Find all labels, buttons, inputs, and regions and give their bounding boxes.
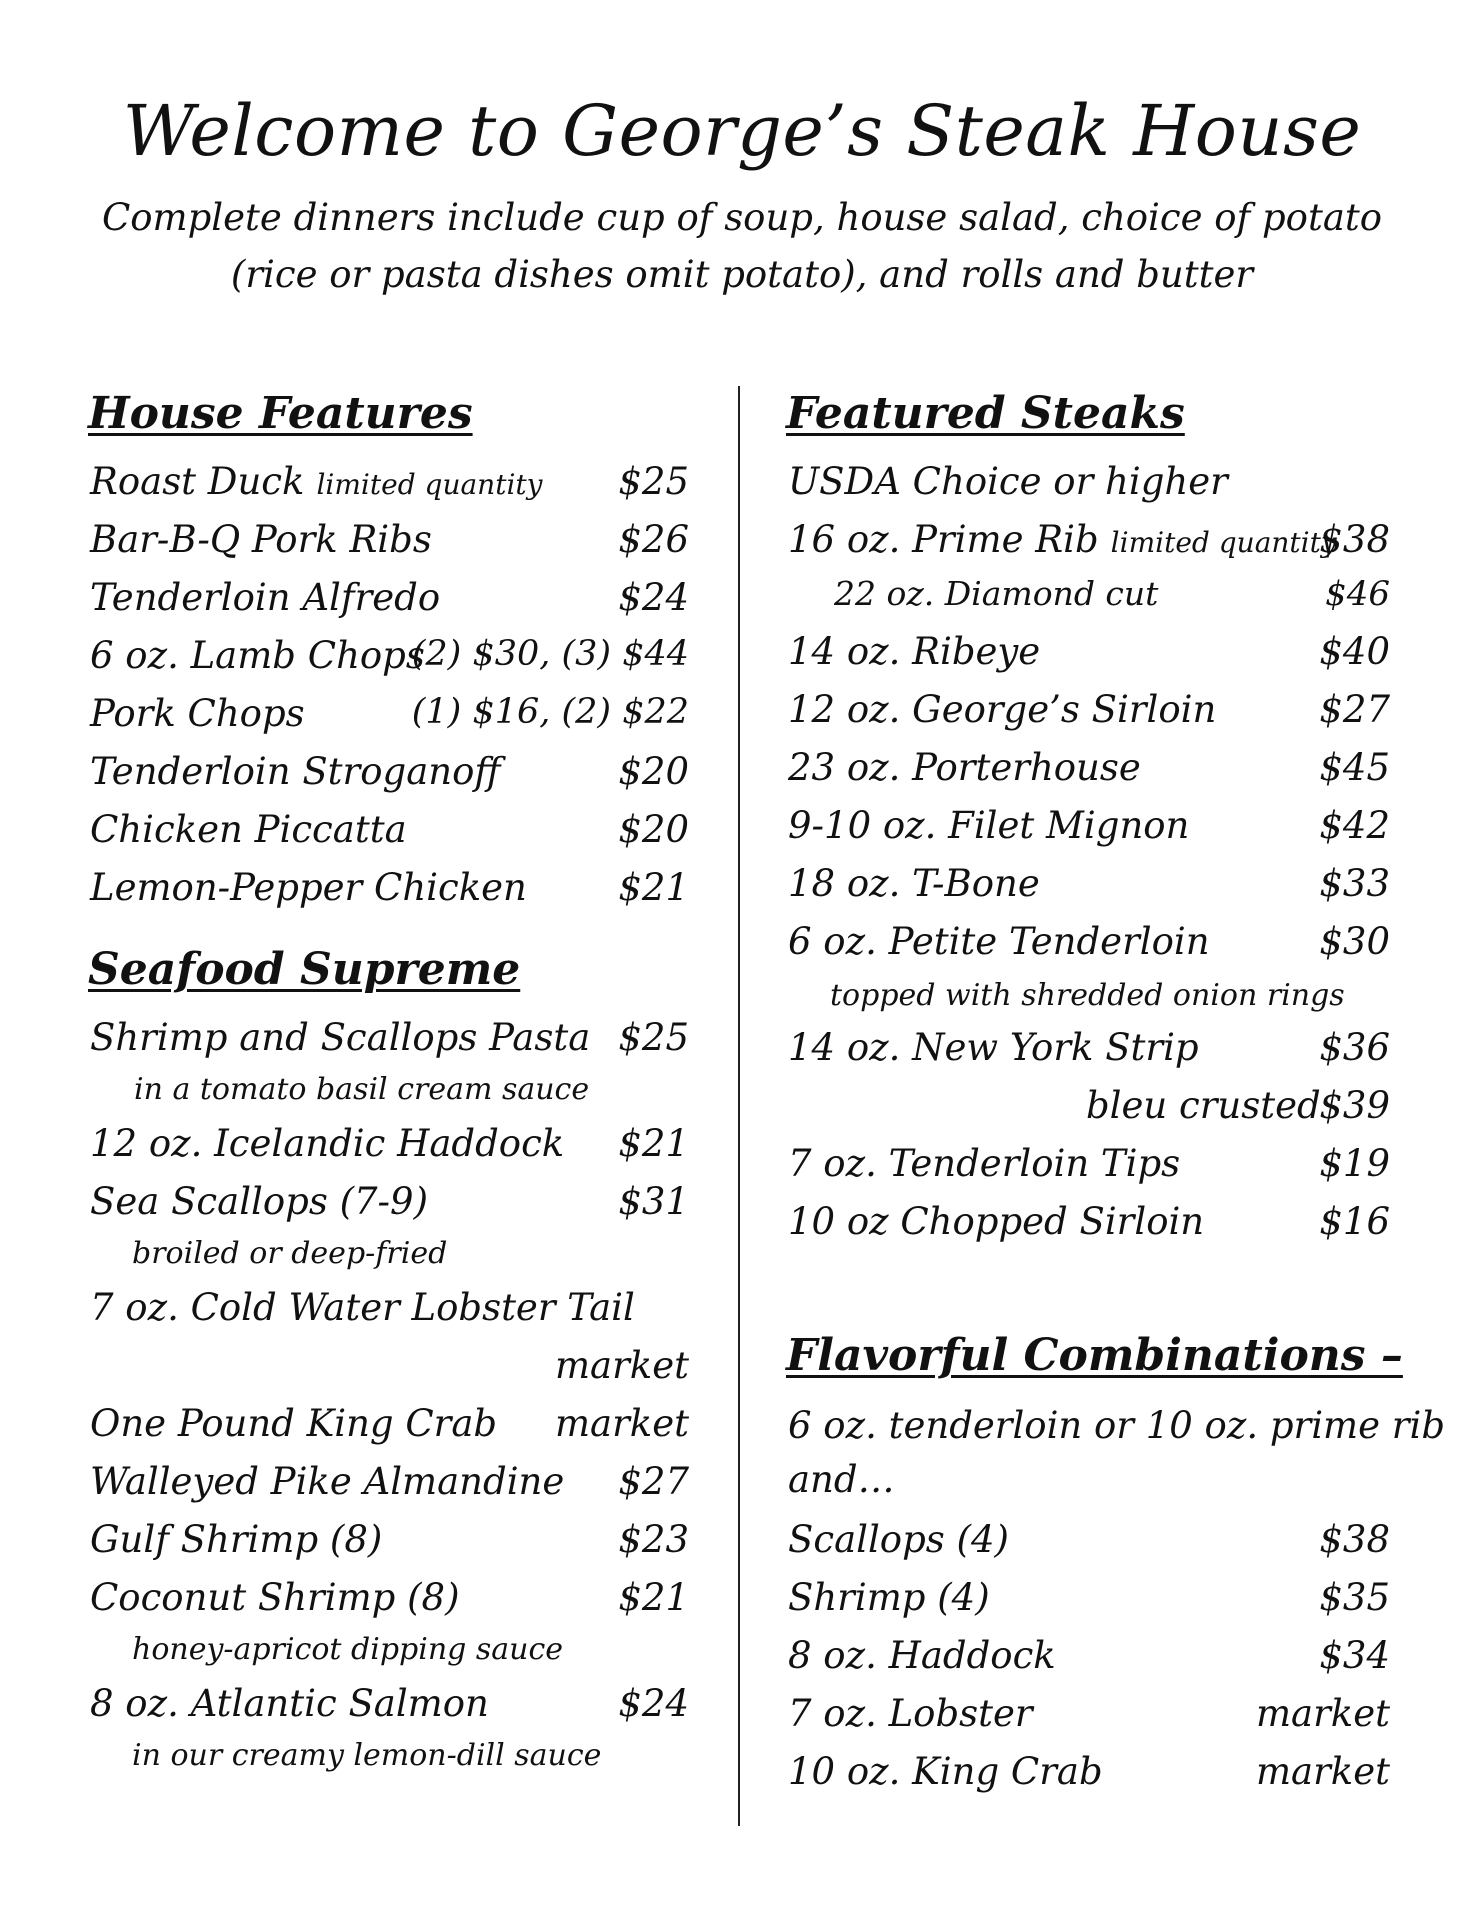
menu-item-note: broiled or deep-fried bbox=[132, 1236, 448, 1271]
menu-item-price: $38 bbox=[1319, 518, 1390, 561]
menu-item-price: $34 bbox=[1319, 1634, 1390, 1677]
combos-intro-line-1: 6 oz. tenderloin or 10 oz. prime rib bbox=[788, 1404, 1446, 1447]
menu-item: 6 oz. Petite Tenderloin bbox=[788, 920, 1210, 963]
menu-item: 23 oz. Porterhouse bbox=[788, 746, 1141, 789]
menu-item-price: $21 bbox=[618, 1576, 689, 1619]
menu-item-price: market bbox=[1255, 1750, 1390, 1793]
menu-item-price: $27 bbox=[618, 1460, 689, 1503]
menu-item-note: in our creamy lemon-dill sauce bbox=[132, 1738, 602, 1773]
menu-item-price: $20 bbox=[618, 808, 689, 851]
menu-item: bleu crusted bbox=[1086, 1084, 1321, 1127]
page-title: Welcome to George’s Steak House bbox=[122, 90, 1362, 172]
menu-item-price: $16 bbox=[1319, 1200, 1390, 1243]
menu-item: Shrimp and Scallops Pasta bbox=[90, 1016, 591, 1059]
menu-item-price: $45 bbox=[1319, 746, 1390, 789]
menu-item bbox=[788, 518, 1337, 561]
menu-item: Sea Scallops (7-9) bbox=[90, 1180, 429, 1223]
menu-item-note: limited quantity bbox=[316, 468, 543, 501]
menu-item: Pork Chops bbox=[90, 692, 305, 735]
menu-item: 8 oz. Haddock bbox=[788, 1634, 1056, 1677]
menu-item-price: $46 bbox=[1325, 574, 1390, 614]
menu-item-price: $39 bbox=[1319, 1084, 1390, 1127]
menu-item-price: $25 bbox=[618, 1016, 689, 1059]
menu-item bbox=[90, 460, 542, 503]
menu-item-price: $33 bbox=[1319, 862, 1390, 905]
menu-item: 14 oz. Ribeye bbox=[788, 630, 1041, 673]
menu-item-note: topped with shredded onion rings bbox=[830, 978, 1345, 1013]
menu-item: 9-10 oz. Filet Mignon bbox=[788, 804, 1190, 847]
menu-item: 10 oz Chopped Sirloin bbox=[788, 1200, 1205, 1243]
menu-item: Coconut Shrimp (8) bbox=[90, 1576, 460, 1619]
menu-item-price: (2) $30, (3) $44 bbox=[411, 634, 689, 674]
house-features-heading: House Features bbox=[88, 388, 473, 439]
menu-item: Chicken Piccatta bbox=[90, 808, 407, 851]
menu-item-price: $40 bbox=[1319, 630, 1390, 673]
menu-item: One Pound King Crab bbox=[90, 1402, 498, 1445]
menu-item: 12 oz. Icelandic Haddock bbox=[90, 1122, 565, 1165]
menu-item: 10 oz. King Crab bbox=[788, 1750, 1103, 1793]
menu-item-name: Roast Duck bbox=[90, 460, 305, 503]
menu-item-price: $19 bbox=[1319, 1142, 1390, 1185]
menu-item: Tenderloin Alfredo bbox=[90, 576, 441, 619]
menu-item: Shrimp (4) bbox=[788, 1576, 990, 1619]
menu-item-price: $24 bbox=[618, 576, 689, 619]
menu-item-name: 16 oz. Prime Rib bbox=[788, 518, 1099, 561]
menu-item: 7 oz. Tenderloin Tips bbox=[788, 1142, 1181, 1185]
menu-item: 7 oz. Cold Water Lobster Tail bbox=[90, 1286, 635, 1329]
menu-item: 8 oz. Atlantic Salmon bbox=[90, 1682, 489, 1725]
subtitle-line-2: (rice or pasta dishes omit potato), and rolls and butter bbox=[230, 253, 1254, 296]
menu-item: Walleyed Pike Almandine bbox=[90, 1460, 565, 1503]
menu-item-note: honey-apricot dipping sauce bbox=[132, 1632, 564, 1667]
column-divider bbox=[738, 386, 740, 1826]
menu-item-price: $23 bbox=[618, 1518, 689, 1561]
menu-item-price: market bbox=[554, 1344, 689, 1387]
menu-item: Gulf Shrimp (8) bbox=[90, 1518, 383, 1561]
menu-item: 18 oz. T-Bone bbox=[788, 862, 1040, 905]
subtitle-line-1: Complete dinners include cup of soup, house salad, choice of potato bbox=[101, 196, 1383, 239]
menu-item-price: market bbox=[554, 1402, 689, 1445]
menu-item-price: $35 bbox=[1319, 1576, 1390, 1619]
menu-item: 6 oz. Lamb Chops bbox=[90, 634, 425, 677]
menu-item-price: $21 bbox=[618, 1122, 689, 1165]
menu-item-note: in a tomato basil cream sauce bbox=[134, 1072, 590, 1107]
menu-item: 14 oz. New York Strip bbox=[788, 1026, 1199, 1069]
menu-item: Scallops (4) bbox=[788, 1518, 1009, 1561]
menu-item-price: $36 bbox=[1319, 1026, 1390, 1069]
menu-item-price: (1) $16, (2) $22 bbox=[411, 692, 689, 732]
menu-item-price: $38 bbox=[1319, 1518, 1390, 1561]
menu-item-price: $30 bbox=[1319, 920, 1390, 963]
menu-item: Lemon-Pepper Chicken bbox=[90, 866, 527, 909]
menu-item-price: market bbox=[1255, 1692, 1390, 1735]
featured-steaks-heading: Featured Steaks bbox=[786, 388, 1185, 439]
menu-item-price: $42 bbox=[1319, 804, 1390, 847]
menu-item: Tenderloin Stroganoff bbox=[90, 750, 501, 793]
menu-item-note: limited quantity bbox=[1110, 526, 1337, 559]
menu-item-price: $25 bbox=[618, 460, 689, 503]
combinations-heading: Flavorful Combinations – bbox=[786, 1330, 1403, 1381]
combos-intro-line-2: and… bbox=[788, 1458, 895, 1501]
seafood-heading: Seafood Supreme bbox=[88, 944, 521, 995]
menu-item: 22 oz. Diamond cut bbox=[834, 574, 1159, 613]
menu-item: 7 oz. Lobster bbox=[788, 1692, 1033, 1735]
steaks-intro: USDA Choice or higher bbox=[788, 460, 1228, 503]
menu-item-price: $27 bbox=[1319, 688, 1390, 731]
menu-item: Bar-B-Q Pork Ribs bbox=[90, 518, 432, 561]
menu-item: 12 oz. George’s Sirloin bbox=[788, 688, 1217, 731]
menu-item-price: $21 bbox=[618, 866, 689, 909]
menu-item-price: $31 bbox=[618, 1180, 689, 1223]
menu-item-price: $24 bbox=[618, 1682, 689, 1725]
menu-item-price: $20 bbox=[618, 750, 689, 793]
menu-item-price: $26 bbox=[618, 518, 689, 561]
